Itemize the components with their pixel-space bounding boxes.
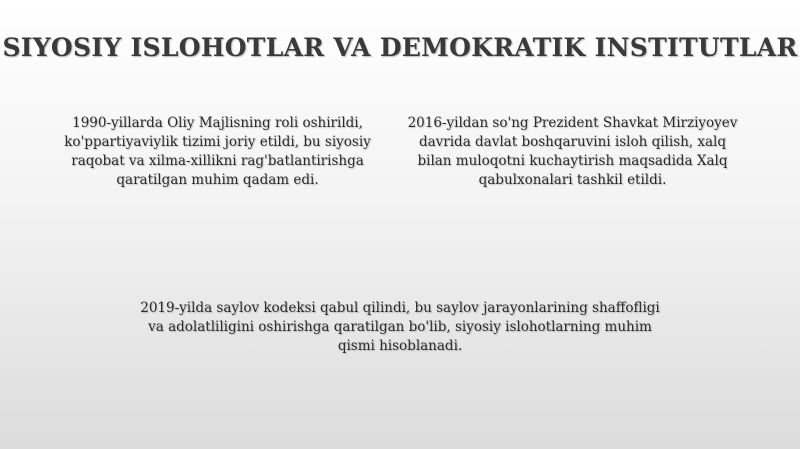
paragraph-1990s-reforms: 1990-yillarda Oliy Majlisning roli oshirildi, ko'ppartiyaviylik tizimi joriy etildi, bu siyosiy raqobat va xilma-xillikni rag'batlantirishga qaratilgan muhim qadam edi.: [64, 115, 371, 188]
slide-title: SIYOSIY ISLOHOTLAR VA DEMOKRATIK INSTITUTLAR: [2, 33, 798, 62]
paragraph-2019-election-code: 2019-yilda saylov kodeksi qabul qilindi, bu saylov jarayonlarining shaffofligi va adolatliligini oshirishga qaratilgan bo'lib, siyosiy islohotlarning muhim qismi hisoblanadi.: [140, 300, 660, 354]
paragraph-2016-reforms: 2016-yildan so'ng Prezident Shavkat Mirziyoyev davrida davlat boshqaruvini isloh qilish, xalq bilan muloqotni kuchaytirish maqsadida Xalq qabulxonalari tashkil etildi.: [407, 115, 738, 188]
